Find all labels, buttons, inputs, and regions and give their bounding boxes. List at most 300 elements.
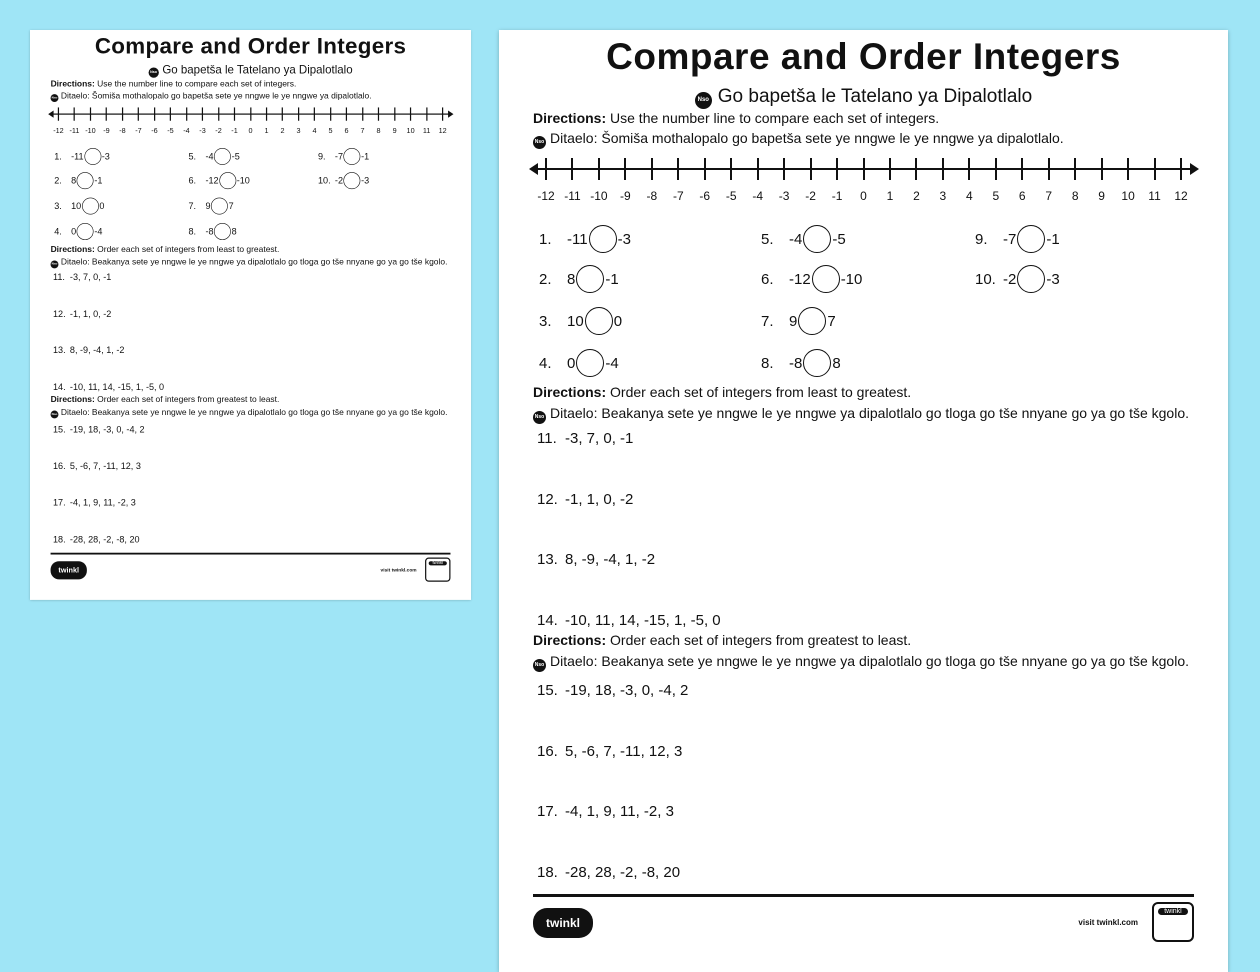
item-number: 14. (52, 381, 66, 393)
number-line-label: 3 (939, 189, 947, 203)
number-line (48, 105, 453, 135)
integer-set: -10, 11, 14, -15, 1, -5, 0 (565, 611, 721, 629)
translation-text: Ditaelo: Beakanya sete ye nngwe le ye nngwe ya dipalotlalo go tloga go tše nnyane go ya go tše kgolo. (550, 405, 1189, 421)
directions-3 (533, 632, 911, 648)
number-line-tick (378, 107, 379, 120)
item-number: 4. (54, 226, 62, 237)
integer-set: -1, 1, 0, -2 (565, 490, 634, 508)
right-value: 0 (99, 200, 105, 212)
number-line-tick (677, 158, 679, 180)
compare-item (189, 198, 234, 215)
number-line-tick (330, 107, 331, 120)
number-line-label: -9 (103, 126, 110, 135)
compare-item (54, 223, 102, 240)
number-line-label: 11 (422, 126, 431, 135)
number-line-tick (346, 107, 347, 120)
directions-text: Order each set of integers from least to greatest. (610, 384, 912, 400)
item-number: 7. (761, 312, 774, 330)
left-value: -7 (334, 151, 343, 162)
number-line-tick (122, 107, 123, 120)
item-number: 9. (975, 230, 988, 248)
translation-text: Ditaelo: Beakanya sete ye nngwe le ye nngwe ya dipalotlalo go tloga go tše nnyane go ya go tše kgolo. (60, 256, 448, 267)
visit-link[interactable]: visit twinkl.com (380, 567, 417, 573)
number-line-tick (202, 107, 203, 120)
directions-label: Directions: (533, 632, 607, 648)
right-value: 8 (832, 354, 841, 372)
item-number: 16. (52, 461, 66, 472)
number-line-tick (362, 107, 363, 120)
language-badge-icon: Nso (533, 411, 546, 424)
right-value: -3 (1046, 270, 1060, 288)
number-line-label: 6 (1018, 189, 1026, 203)
right-value: 0 (613, 312, 623, 330)
directions-label: Directions: (50, 394, 95, 404)
item-number: 7. (188, 200, 197, 212)
integer-set: -10, 11, 14, -15, 1, -5, 0 (69, 381, 165, 393)
number-line-label: 7 (360, 126, 365, 135)
answer-circle[interactable] (798, 307, 826, 335)
number-line-label: 12 (438, 126, 447, 135)
seal-text: twinkl (1158, 908, 1188, 915)
integer-set: 8, -9, -4, 1, -2 (565, 551, 656, 568)
number-line-tick (995, 158, 997, 180)
answer-circle[interactable] (84, 148, 101, 165)
left-value: 8 (71, 175, 77, 186)
integer-set: -28, 28, -2, -8, 20 (69, 534, 140, 545)
integer-set: -19, 18, -3, 0, -4, 2 (565, 682, 689, 699)
item-number: 17. (52, 497, 66, 508)
left-value: -4 (205, 151, 214, 162)
item-number: 6. (188, 175, 197, 186)
right-value: -3 (101, 151, 110, 162)
integer-set: -1, 1, 0, -2 (69, 308, 112, 319)
right-value: -10 (236, 175, 250, 186)
number-line-label: 12 (1174, 189, 1188, 203)
number-line-tick (1021, 158, 1023, 180)
number-line-label: -6 (151, 126, 158, 135)
item-number: 10. (317, 175, 331, 186)
compare-item (54, 198, 104, 215)
right-value: 7 (827, 312, 836, 330)
number-line-tick (730, 158, 732, 180)
number-line-label: -2 (805, 189, 816, 203)
number-line-tick (234, 107, 235, 120)
number-line-label: -8 (119, 126, 126, 135)
item-number: 9. (317, 151, 326, 162)
answer-circle[interactable] (585, 307, 613, 335)
item-number: 12. (537, 490, 558, 508)
number-line-tick (282, 107, 283, 120)
number-line-label: 10 (406, 126, 415, 135)
left-value: -12 (205, 175, 219, 186)
number-line-label: -2 (215, 126, 222, 135)
number-line-tick (442, 107, 443, 120)
number-line-label: 5 (992, 189, 1000, 203)
compare-item (761, 307, 836, 335)
item-number: 15. (52, 424, 66, 435)
item-number: 3. (54, 200, 62, 212)
answer-circle[interactable] (214, 148, 231, 165)
item-number: 2. (539, 270, 552, 288)
order-item (537, 682, 688, 699)
twinkl-logo: twinkl (533, 908, 593, 938)
item-number: 2. (54, 175, 62, 186)
integer-set: -28, 28, -2, -8, 20 (565, 863, 681, 881)
number-line-label: -9 (620, 189, 631, 203)
footer-divider (533, 894, 1194, 897)
order-item (537, 864, 680, 881)
left-value: 9 (205, 200, 211, 212)
subtitle-text: Go bapetša le Tatelano ya Dipalotlalo (717, 86, 1033, 107)
number-line-label: -8 (646, 189, 658, 203)
right-value: -3 (361, 175, 370, 186)
left-value: 9 (789, 312, 798, 330)
number-line-label: 1 (886, 189, 894, 203)
number-line-tick (394, 107, 395, 120)
visit-link[interactable]: visit twinkl.com (1078, 918, 1138, 927)
language-badge-icon: Nso (533, 136, 546, 149)
translation-text: Ditaelo: Beakanya sete ye nngwe le ye nngwe ya dipalotlalo go tloga go tše nnyane go ya go tše kgolo. (60, 406, 448, 417)
number-line-tick (1127, 158, 1129, 180)
number-line-tick (170, 107, 171, 120)
translation-2 (533, 405, 1189, 424)
answer-circle[interactable] (344, 148, 361, 165)
left-value: -7 (1003, 230, 1017, 248)
number-line-tick (250, 107, 251, 120)
number-line-label: 7 (1045, 189, 1053, 203)
answer-circle[interactable] (82, 198, 99, 215)
order-item (53, 498, 136, 508)
number-line-tick (624, 158, 626, 180)
left-value: 10 (71, 200, 82, 212)
integer-set: 8, -9, -4, 1, -2 (69, 345, 125, 356)
translation-2 (51, 257, 448, 268)
number-line-label: -1 (831, 189, 843, 203)
right-value: 8 (231, 226, 237, 237)
number-line-label: -3 (199, 126, 206, 135)
language-badge-icon: Nso (533, 659, 546, 672)
number-line-tick (74, 107, 75, 120)
number-line-tick (968, 158, 970, 180)
answer-circle[interactable] (589, 225, 617, 253)
number-line-label: 11 (1148, 189, 1161, 203)
order-item (53, 272, 111, 282)
item-number: 4. (539, 354, 552, 372)
quality-seal-icon (425, 558, 450, 582)
integer-set: 5, -6, 7, -11, 12, 3 (69, 461, 141, 472)
order-item (53, 424, 145, 434)
left-value: -8 (205, 226, 214, 237)
number-line-tick (186, 107, 187, 120)
order-item (537, 430, 633, 447)
item-number: 13. (537, 551, 558, 568)
directions-label: Directions: (50, 244, 95, 254)
order-item (53, 345, 124, 355)
number-line-label: -7 (135, 126, 142, 135)
left-value: -2 (334, 175, 343, 186)
number-line-tick (426, 107, 427, 120)
left-value: -11 (71, 151, 84, 162)
right-value: -5 (832, 230, 846, 248)
left-value: 0 (567, 354, 576, 372)
arrow-right-icon (448, 110, 453, 117)
language-badge-icon: Nso (51, 261, 59, 269)
number-line-tick (810, 158, 812, 180)
integer-set: -3, 7, 0, -1 (565, 430, 634, 447)
translation-3 (51, 407, 448, 418)
compare-item (975, 265, 1060, 293)
number-line-label: 0 (860, 189, 867, 203)
number-line-label: -7 (672, 189, 684, 203)
order-item (537, 803, 674, 820)
compare-item (189, 148, 240, 165)
item-number: 18. (52, 534, 66, 545)
language-badge-icon: Nso (51, 411, 59, 419)
order-item (53, 309, 111, 319)
compare-item (539, 265, 619, 293)
twinkl-logo: twinkl (51, 561, 87, 579)
item-number: 10. (975, 270, 996, 288)
number-line-label: 10 (1121, 189, 1135, 203)
number-line-tick (138, 107, 139, 120)
order-item (53, 534, 140, 544)
directions-label: Directions: (533, 110, 607, 126)
answer-circle[interactable] (803, 225, 831, 253)
number-line-label: -5 (725, 189, 737, 203)
number-line-tick (298, 107, 299, 120)
number-line-label: 5 (328, 126, 333, 135)
item-number: 8. (761, 354, 774, 372)
answer-circle[interactable] (344, 172, 361, 189)
number-line-tick (58, 107, 59, 120)
number-line-label: 2 (913, 189, 920, 203)
item-number: 12. (52, 308, 66, 319)
worksheet-subtitle (30, 64, 471, 78)
number-line-label: 1 (264, 126, 269, 135)
right-value: -1 (361, 151, 370, 162)
translation-text: Ditaelo: Beakanya sete ye nngwe le ye nngwe ya dipalotlalo go tloga go tše nnyane go ya go tše kgolo. (550, 653, 1189, 669)
item-number: 5. (761, 230, 774, 248)
number-line-tick (106, 107, 107, 120)
number-line-tick (410, 107, 411, 120)
subtitle-text: Go bapetša le Tatelano ya Dipalotlalo (162, 63, 353, 77)
number-line-label: -12 (53, 126, 64, 135)
left-value: 8 (567, 270, 576, 288)
order-item (537, 612, 721, 629)
item-number: 14. (537, 611, 558, 629)
integer-set: 5, -6, 7, -11, 12, 3 (565, 742, 683, 760)
translation-1 (51, 91, 372, 102)
number-line-label: 4 (965, 189, 973, 203)
answer-circle[interactable] (1017, 225, 1045, 253)
answer-circle[interactable] (211, 198, 228, 215)
number-line-tick (218, 107, 219, 120)
directions-text: Use the number line to compare each set of integers. (610, 110, 940, 126)
directions-2 (51, 244, 280, 254)
integer-set: -19, 18, -3, 0, -4, 2 (69, 424, 145, 435)
number-line-tick (704, 158, 706, 180)
number-line-tick (942, 158, 944, 180)
number-line-label: 9 (392, 126, 397, 135)
worksheet-title: Compare and Order Integers (94, 33, 407, 59)
left-value: -4 (789, 230, 803, 248)
number-line-label: 4 (312, 126, 317, 135)
directions-text: Order each set of integers from least to greatest. (97, 244, 280, 254)
item-number: 13. (52, 345, 66, 356)
compare-item (54, 148, 110, 165)
item-number: 1. (54, 151, 62, 162)
directions-3 (51, 394, 280, 404)
directions-text: Order each set of integers from greatest to least. (97, 394, 280, 404)
compare-item (318, 148, 369, 165)
order-item (53, 382, 164, 392)
directions-text: Order each set of integers from greatest to least. (610, 632, 912, 648)
seal-text: twinkl (429, 561, 447, 565)
number-line-tick (1101, 158, 1103, 180)
language-badge-icon: Nso (695, 92, 712, 109)
item-number: 8. (188, 226, 197, 237)
number-line-label: -1 (231, 126, 238, 135)
number-line-tick (783, 158, 785, 180)
item-number: 17. (537, 803, 558, 820)
number-line-label: -3 (778, 189, 790, 203)
directions-2 (533, 384, 911, 400)
worksheet-title: Compare and Order Integers (606, 36, 1121, 77)
answer-circle[interactable] (812, 265, 840, 293)
number-line-tick (571, 158, 573, 180)
left-value: -8 (789, 354, 803, 372)
number-line-label: -6 (699, 189, 711, 203)
order-item (537, 551, 655, 568)
number-line-tick (836, 158, 838, 180)
answer-circle[interactable] (576, 265, 604, 293)
number-line-tick (1048, 158, 1050, 180)
number-line-tick (266, 107, 267, 120)
translation-1 (533, 130, 1064, 149)
number-line-tick (90, 107, 91, 120)
item-number: 15. (537, 682, 558, 699)
language-badge-icon: Nso (148, 68, 158, 78)
number-line-tick (863, 158, 865, 180)
item-number: 11. (537, 430, 557, 447)
compare-item (761, 265, 862, 293)
quality-seal-icon (1152, 902, 1194, 942)
left-value: 0 (71, 226, 77, 237)
right-value: -5 (231, 151, 240, 162)
directions-text: Use the number line to compare each set of integers. (97, 78, 297, 89)
language-badge-icon: Nso (51, 94, 59, 102)
directions-1 (533, 110, 939, 126)
item-number: 11. (52, 272, 65, 283)
right-value: -1 (94, 175, 103, 186)
answer-circle[interactable] (219, 172, 236, 189)
item-number: 5. (188, 151, 197, 162)
answer-circle[interactable] (803, 349, 831, 377)
compare-item (54, 172, 102, 189)
item-number: 3. (539, 312, 552, 330)
answer-circle[interactable] (576, 349, 604, 377)
right-value: 7 (228, 200, 234, 212)
compare-item (761, 349, 841, 377)
worksheet-subtitle (499, 86, 1228, 109)
number-line-label: 8 (376, 126, 381, 135)
compare-item (761, 225, 846, 253)
item-number: 6. (761, 270, 774, 288)
right-value: -4 (94, 226, 103, 237)
integer-set: -4, 1, 9, 11, -2, 3 (565, 803, 674, 820)
number-line-label: -10 (590, 189, 608, 203)
compare-item (539, 225, 631, 253)
left-value: -2 (1003, 270, 1017, 288)
answer-circle[interactable] (77, 172, 94, 189)
number-line-tick (915, 158, 917, 180)
integer-set: -4, 1, 9, 11, -2, 3 (69, 497, 136, 508)
worksheet-page-preview (499, 30, 1228, 972)
translation-text: Ditaelo: Šomiša mothalopalo go bapetša sete ye nngwe le ye nngwe ya dipalotlalo. (550, 130, 1064, 146)
integer-set: -3, 7, 0, -1 (69, 272, 112, 283)
compare-item (189, 223, 237, 240)
number-line-tick (757, 158, 759, 180)
compare-item (189, 172, 250, 189)
number-line-tick (314, 107, 315, 120)
left-value: -12 (789, 270, 811, 288)
answer-circle[interactable] (214, 223, 231, 240)
answer-circle[interactable] (1017, 265, 1045, 293)
right-value: -4 (605, 354, 619, 372)
compare-item (975, 225, 1060, 253)
number-line-label: -11 (69, 126, 80, 135)
compare-item (318, 172, 369, 189)
answer-circle[interactable] (77, 223, 94, 240)
footer-divider (51, 553, 451, 555)
number-line-tick (545, 158, 547, 180)
number-line-label: 2 (280, 126, 285, 135)
number-line (529, 154, 1199, 204)
order-item (537, 743, 682, 760)
directions-label: Directions: (50, 78, 95, 89)
number-line-label: -10 (85, 126, 96, 135)
number-line-tick (154, 107, 155, 120)
item-number: 18. (537, 863, 558, 881)
number-line-label: 0 (248, 126, 253, 135)
left-value: -11 (567, 230, 588, 248)
number-line-tick (651, 158, 653, 180)
right-value: -10 (840, 270, 863, 288)
number-line-tick (1180, 158, 1182, 180)
compare-item (539, 307, 622, 335)
order-item (53, 461, 141, 471)
item-number: 16. (537, 742, 558, 760)
number-line-tick (1074, 158, 1076, 180)
number-line-label: 8 (1071, 189, 1079, 203)
number-line-label: -5 (167, 126, 174, 135)
number-line-tick (1154, 158, 1156, 180)
directions-label: Directions: (533, 384, 607, 400)
number-line-label: -11 (564, 189, 581, 203)
number-line-tick (889, 158, 891, 180)
item-number: 1. (539, 230, 552, 248)
translation-3 (533, 653, 1189, 672)
arrow-right-icon (1190, 163, 1199, 175)
order-item (537, 491, 633, 508)
worksheet-page-thumbnail[interactable] (30, 30, 471, 600)
number-line-label: 6 (344, 126, 349, 135)
right-value: -1 (605, 270, 619, 288)
number-line-label: -4 (183, 126, 190, 135)
left-value: 10 (567, 312, 584, 330)
right-value: -3 (617, 230, 631, 248)
compare-item (539, 349, 619, 377)
